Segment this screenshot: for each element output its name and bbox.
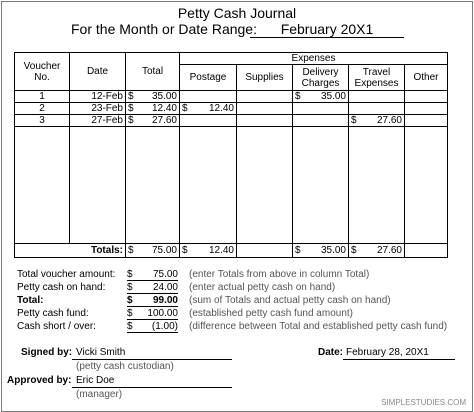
summary-note: (established petty cash fund amount) <box>189 308 353 319</box>
col-voucher: Voucher No. <box>15 53 70 91</box>
date-line <box>343 359 455 360</box>
signed-by-role: (petty cash custodian) <box>76 361 174 372</box>
cell-total: $ 12.40 <box>126 103 180 115</box>
date-label: Date: <box>318 347 344 358</box>
summary-dollar: $ <box>127 308 133 319</box>
summary-dollar: $ <box>127 269 133 280</box>
summary-label: Cash short / over: <box>17 321 96 332</box>
cell-total: $ 35.00 <box>126 91 180 103</box>
summary-amount: 100.00 <box>147 308 178 319</box>
cell-travel <box>349 103 405 115</box>
cell-voucher: 1 <box>15 91 70 103</box>
col-total: Total <box>126 53 180 91</box>
summary-amount: 99.00 <box>152 295 178 306</box>
approved-by-name: Eric Doe <box>76 375 115 386</box>
summary-dollar: $ <box>127 282 133 293</box>
totals-travel: $ 27.60 <box>349 244 405 258</box>
cell-other <box>405 115 448 127</box>
date-range-value: February 20X1 <box>250 21 404 38</box>
summary-note: (sum of Totals and actual petty cash on hand) <box>189 295 391 306</box>
totals-other <box>405 244 448 258</box>
summary-label: Petty cash on hand: <box>17 282 106 293</box>
cell-supplies <box>237 103 293 115</box>
summary-amount: (1.00) <box>151 321 178 332</box>
totals-supplies <box>237 244 293 258</box>
signed-by-label: Signed by: <box>21 347 73 358</box>
totals-delivery: $ 35.00 <box>293 244 349 258</box>
col-date: Date <box>70 53 126 91</box>
cell-travel <box>349 91 405 103</box>
summary-note: (enter Totals from above in column Total) <box>189 269 370 280</box>
cell-travel: $ 27.60 <box>349 115 405 127</box>
totals-row <box>15 244 448 258</box>
summary-note: (difference between Total and established petty cash fund) <box>189 321 448 332</box>
table-row <box>15 91 448 103</box>
col-delivery: Delivery Charges <box>293 65 349 91</box>
col-postage: Postage <box>180 65 237 91</box>
date-range-label: For the Month or Date Range: <box>71 21 257 37</box>
cell-delivery <box>293 103 349 115</box>
summary-dollar: $ <box>127 295 133 306</box>
col-travel: Travel Expenses <box>349 65 405 91</box>
cell-delivery: $ 35.00 <box>293 91 349 103</box>
page-title: Petty Cash Journal <box>177 5 297 21</box>
empty-rows-area <box>15 127 448 244</box>
cell-voucher: 2 <box>15 103 70 115</box>
journal-table <box>14 52 448 258</box>
cell-other <box>405 103 448 115</box>
summary-label: Total: <box>17 295 44 306</box>
watermark: SIMPLESTUDIES.COM <box>381 398 466 407</box>
summary-label: Petty cash fund: <box>17 308 89 319</box>
cell-supplies <box>237 91 293 103</box>
date-value: February 28, 20X1 <box>346 347 429 358</box>
summary-dollar: $ <box>127 321 133 332</box>
totals-postage: $ 12.40 <box>180 244 237 258</box>
cell-other <box>405 91 448 103</box>
signed-by-line <box>72 359 232 360</box>
summary-amount: 75.00 <box>152 269 178 280</box>
signed-by-name: Vicki Smith <box>76 347 126 358</box>
table-row <box>15 103 448 115</box>
totals-label: Totals: <box>70 244 126 258</box>
approved-by-label: Approved by: <box>7 375 72 386</box>
col-other: Other <box>405 65 448 91</box>
cell-supplies <box>237 115 293 127</box>
cell-voucher: 3 <box>15 115 70 127</box>
expenses-group-header: Expenses <box>180 53 448 65</box>
cell-postage: $ 12.40 <box>180 103 237 115</box>
cell-date: 27-Feb <box>70 115 126 127</box>
cell-postage <box>180 91 237 103</box>
group-header-row <box>15 53 448 65</box>
cell-postage <box>180 115 237 127</box>
summary-amount: 24.00 <box>152 282 178 293</box>
summary-label: Total voucher amount: <box>17 269 116 280</box>
cell-delivery <box>293 115 349 127</box>
cell-date: 23-Feb <box>70 103 126 115</box>
approved-by-role: (manager) <box>76 389 123 400</box>
cell-date: 12-Feb <box>70 91 126 103</box>
cell-total: $ 27.60 <box>126 115 180 127</box>
totals-total: $ 75.00 <box>126 244 180 258</box>
summary-note: (enter actual petty cash on hand) <box>189 282 336 293</box>
col-supplies: Supplies <box>237 65 293 91</box>
table-row <box>15 115 448 127</box>
approved-by-line <box>72 387 232 388</box>
